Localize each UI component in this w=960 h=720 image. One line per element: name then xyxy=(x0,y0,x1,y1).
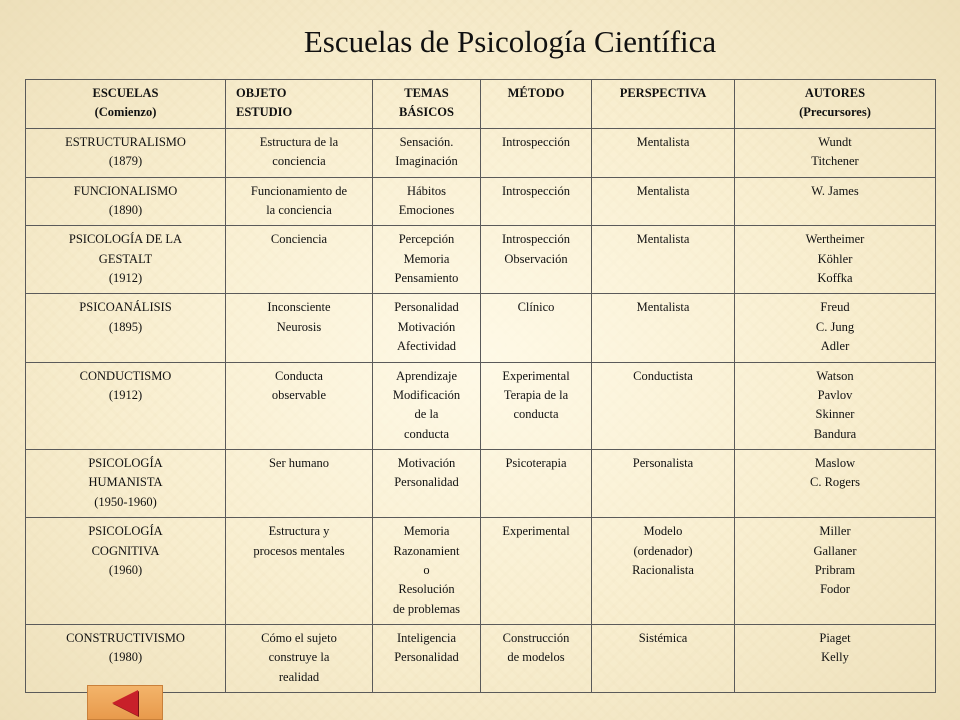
cell-line: Cómo el sujeto xyxy=(261,631,337,645)
header-line: AUTORES xyxy=(804,86,866,100)
cell-temas xyxy=(373,362,481,450)
cell-escuela xyxy=(26,362,226,450)
cell-temas xyxy=(373,177,481,226)
cell-line: Fodor xyxy=(820,582,850,597)
cell-line: Estructura y xyxy=(268,524,330,539)
header-escuela xyxy=(26,80,226,129)
cell-line: Estructura de la xyxy=(259,134,339,149)
cell-line: Percepción xyxy=(398,232,455,247)
cell-line: Piaget xyxy=(819,631,851,645)
cell-line: Memoria xyxy=(403,251,450,266)
table-header-row xyxy=(26,80,936,129)
cell-line: procesos mentales xyxy=(253,543,345,558)
cell-temas xyxy=(373,450,481,518)
cell-line: Funcionamiento de xyxy=(250,183,348,198)
psychology-schools-table xyxy=(25,79,936,693)
header-line: (Precursores) xyxy=(799,105,871,120)
cell-line: (1912) xyxy=(108,387,143,402)
cell-line: (1895) xyxy=(108,319,143,334)
cell-line: Memoria xyxy=(403,524,450,539)
header-line: OBJETO xyxy=(236,86,287,100)
cell-line: (1980) xyxy=(108,650,143,665)
cell-line: Gallaner xyxy=(813,543,857,558)
cell-perspectiva xyxy=(592,177,735,226)
cell-perspectiva xyxy=(592,625,735,693)
cell-line: Aprendizaje xyxy=(395,368,458,383)
cell-objeto xyxy=(226,294,373,362)
back-arrow-icon xyxy=(112,690,138,716)
cell-objeto xyxy=(226,177,373,226)
cell-line: ESTRUCTURALISMO xyxy=(65,134,186,149)
cell-escuela xyxy=(26,450,226,518)
cell-escuela xyxy=(26,226,226,294)
cell-line: Ser humano xyxy=(268,456,330,470)
cell-escuela xyxy=(26,518,226,625)
cell-objeto xyxy=(226,518,373,625)
cell-line: C. Rogers xyxy=(810,475,860,490)
cell-line: GESTALT xyxy=(98,251,153,266)
cell-line: CONDUCTISMO xyxy=(79,368,172,383)
header-line: (Comienzo) xyxy=(94,105,157,120)
cell-line: Introspección xyxy=(501,183,571,198)
header-temas xyxy=(373,80,481,129)
cell-line: la conciencia xyxy=(266,202,332,217)
table-row xyxy=(26,518,936,625)
cell-autores xyxy=(735,518,936,625)
cell-line: conducta xyxy=(513,407,559,422)
cell-line: Clínico xyxy=(517,300,555,315)
cell-autores xyxy=(735,177,936,226)
cell-line: Introspección xyxy=(501,134,571,149)
cell-line: Pavlov xyxy=(817,387,853,402)
cell-metodo xyxy=(481,518,592,625)
table-row xyxy=(26,177,936,226)
cell-autores xyxy=(735,362,936,450)
cell-line: (1890) xyxy=(108,202,143,217)
cell-line: Motivación xyxy=(397,456,456,470)
cell-perspectiva xyxy=(592,128,735,177)
cell-line: COGNITIVA xyxy=(91,543,160,558)
cell-line: Afectividad xyxy=(396,339,456,354)
header-autores xyxy=(735,80,936,129)
cell-escuela xyxy=(26,128,226,177)
cell-line: construye la xyxy=(268,650,330,665)
table-row xyxy=(26,625,936,693)
cell-line: Observación xyxy=(504,251,568,266)
cell-escuela xyxy=(26,177,226,226)
cell-perspectiva xyxy=(592,226,735,294)
table-row xyxy=(26,294,936,362)
cell-metodo xyxy=(481,625,592,693)
cell-line: Introspección xyxy=(501,232,571,247)
cell-objeto xyxy=(226,450,373,518)
cell-temas xyxy=(373,128,481,177)
cell-line: Modificación xyxy=(392,387,461,402)
cell-line: conducta xyxy=(403,426,450,441)
cell-line: Inconsciente xyxy=(267,300,331,315)
cell-metodo xyxy=(481,450,592,518)
cell-line: Imaginación xyxy=(395,154,458,169)
cell-line: Conducta xyxy=(275,368,323,383)
cell-line: Personalidad xyxy=(394,300,459,315)
cell-line: Sistémica xyxy=(638,631,688,645)
cell-line: Racionalista xyxy=(632,562,694,577)
cell-line: Modelo xyxy=(643,524,683,539)
cell-metodo xyxy=(481,128,592,177)
cell-line: Terapia de la xyxy=(503,387,569,402)
cell-line: (1950-1960) xyxy=(94,494,157,509)
cell-temas xyxy=(373,625,481,693)
table-row xyxy=(26,450,936,518)
cell-metodo xyxy=(481,362,592,450)
cell-line: Experimental xyxy=(502,524,570,539)
cell-line: FUNCIONALISMO xyxy=(73,183,178,198)
cell-objeto xyxy=(226,226,373,294)
table-row xyxy=(26,226,936,294)
cell-line: Hábitos xyxy=(407,183,446,198)
cell-line: Razonamient xyxy=(393,543,460,558)
cell-line: Skinner xyxy=(815,407,855,422)
cell-line: realidad xyxy=(278,669,320,684)
cell-line: Neurosis xyxy=(276,319,322,334)
cell-line: CONSTRUCTIVISMO xyxy=(66,631,185,645)
header-objeto xyxy=(226,80,373,129)
cell-temas xyxy=(373,226,481,294)
cell-line: Experimental xyxy=(502,368,570,383)
cell-objeto xyxy=(226,128,373,177)
cell-line: Adler xyxy=(820,339,850,354)
cell-line: W. James xyxy=(811,183,859,198)
cell-line: Psicoterapia xyxy=(505,456,567,470)
cell-line: PSICOLOGÍA xyxy=(88,456,163,470)
cell-perspectiva xyxy=(592,362,735,450)
cell-metodo xyxy=(481,177,592,226)
cell-line: Conciencia xyxy=(270,232,328,247)
cell-line: Maslow xyxy=(814,456,856,470)
cell-line: Personalidad xyxy=(394,475,459,490)
cell-line: Mentalista xyxy=(636,232,690,247)
header-line: PERSPECTIVA xyxy=(619,86,707,100)
header-metodo xyxy=(481,80,592,129)
header-line: TEMAS xyxy=(404,86,449,100)
cell-line: Freud xyxy=(820,300,850,315)
cell-line: (ordenador) xyxy=(633,543,693,558)
cell-objeto xyxy=(226,362,373,450)
cell-escuela xyxy=(26,625,226,693)
cell-line: Watson xyxy=(816,368,854,383)
cell-line: Koffka xyxy=(817,271,853,285)
table-row xyxy=(26,362,936,450)
cell-line: Emociones xyxy=(398,202,455,217)
cell-line: HUMANISTA xyxy=(88,475,163,490)
cell-line: de la xyxy=(414,407,439,422)
cell-line: Mentalista xyxy=(636,300,690,315)
cell-autores xyxy=(735,128,936,177)
cell-metodo xyxy=(481,226,592,294)
cell-line: Mentalista xyxy=(636,183,690,198)
cell-line: Mentalista xyxy=(636,134,690,149)
cell-line: Conductista xyxy=(633,368,693,383)
cell-line: observable xyxy=(271,387,327,402)
cell-line: (1912) xyxy=(108,271,143,285)
cell-line: conciencia xyxy=(272,154,326,169)
cell-line: C. Jung xyxy=(815,319,855,334)
cell-line: Köhler xyxy=(817,251,853,266)
cell-line: PSICOANÁLISIS xyxy=(79,300,172,315)
cell-perspectiva xyxy=(592,294,735,362)
cell-line: Pensamiento xyxy=(394,271,459,285)
header-perspectiva xyxy=(592,80,735,129)
cell-objeto xyxy=(226,625,373,693)
cell-line: Wundt xyxy=(818,134,852,149)
cell-line: de problemas xyxy=(393,601,460,616)
cell-temas xyxy=(373,518,481,625)
cell-line: Wertheimer xyxy=(805,232,865,247)
cell-line: Personalidad xyxy=(394,650,459,665)
cell-line: Construcción xyxy=(502,631,570,645)
table-body xyxy=(26,128,936,692)
cell-line: Motivación xyxy=(397,319,456,334)
cell-line: Personalista xyxy=(632,456,694,470)
cell-perspectiva xyxy=(592,450,735,518)
cell-line: (1879) xyxy=(108,154,143,169)
cell-perspectiva xyxy=(592,518,735,625)
cell-autores xyxy=(735,450,936,518)
cell-line: o xyxy=(423,562,430,577)
cell-line: PSICOLOGÍA xyxy=(88,524,163,539)
cell-autores xyxy=(735,226,936,294)
cell-line: Bandura xyxy=(813,426,857,441)
cell-temas xyxy=(373,294,481,362)
header-line: BÁSICOS xyxy=(399,105,454,120)
table-row xyxy=(26,128,936,177)
cell-line: (1960) xyxy=(108,562,143,577)
slide-title: Escuelas de Psicología Científica xyxy=(303,24,717,59)
cell-line: Miller xyxy=(819,524,851,539)
cell-line: Kelly xyxy=(821,650,849,665)
cell-line: de modelos xyxy=(507,650,565,665)
cell-line: PSICOLOGÍA DE LA xyxy=(68,232,183,247)
cell-line: Inteligencia xyxy=(397,631,456,645)
cell-line: Titchener xyxy=(811,154,859,169)
cell-escuela xyxy=(26,294,226,362)
cell-autores xyxy=(735,625,936,693)
cell-line: Pribram xyxy=(814,562,856,577)
header-line: ESCUELAS xyxy=(92,86,159,100)
header-line: ESTUDIO xyxy=(236,105,293,120)
cell-metodo xyxy=(481,294,592,362)
cell-line: Resolución xyxy=(398,582,455,597)
cell-autores xyxy=(735,294,936,362)
cell-line: Sensación. xyxy=(399,134,454,149)
header-line: MÉTODO xyxy=(507,86,565,100)
back-button[interactable] xyxy=(87,685,163,720)
